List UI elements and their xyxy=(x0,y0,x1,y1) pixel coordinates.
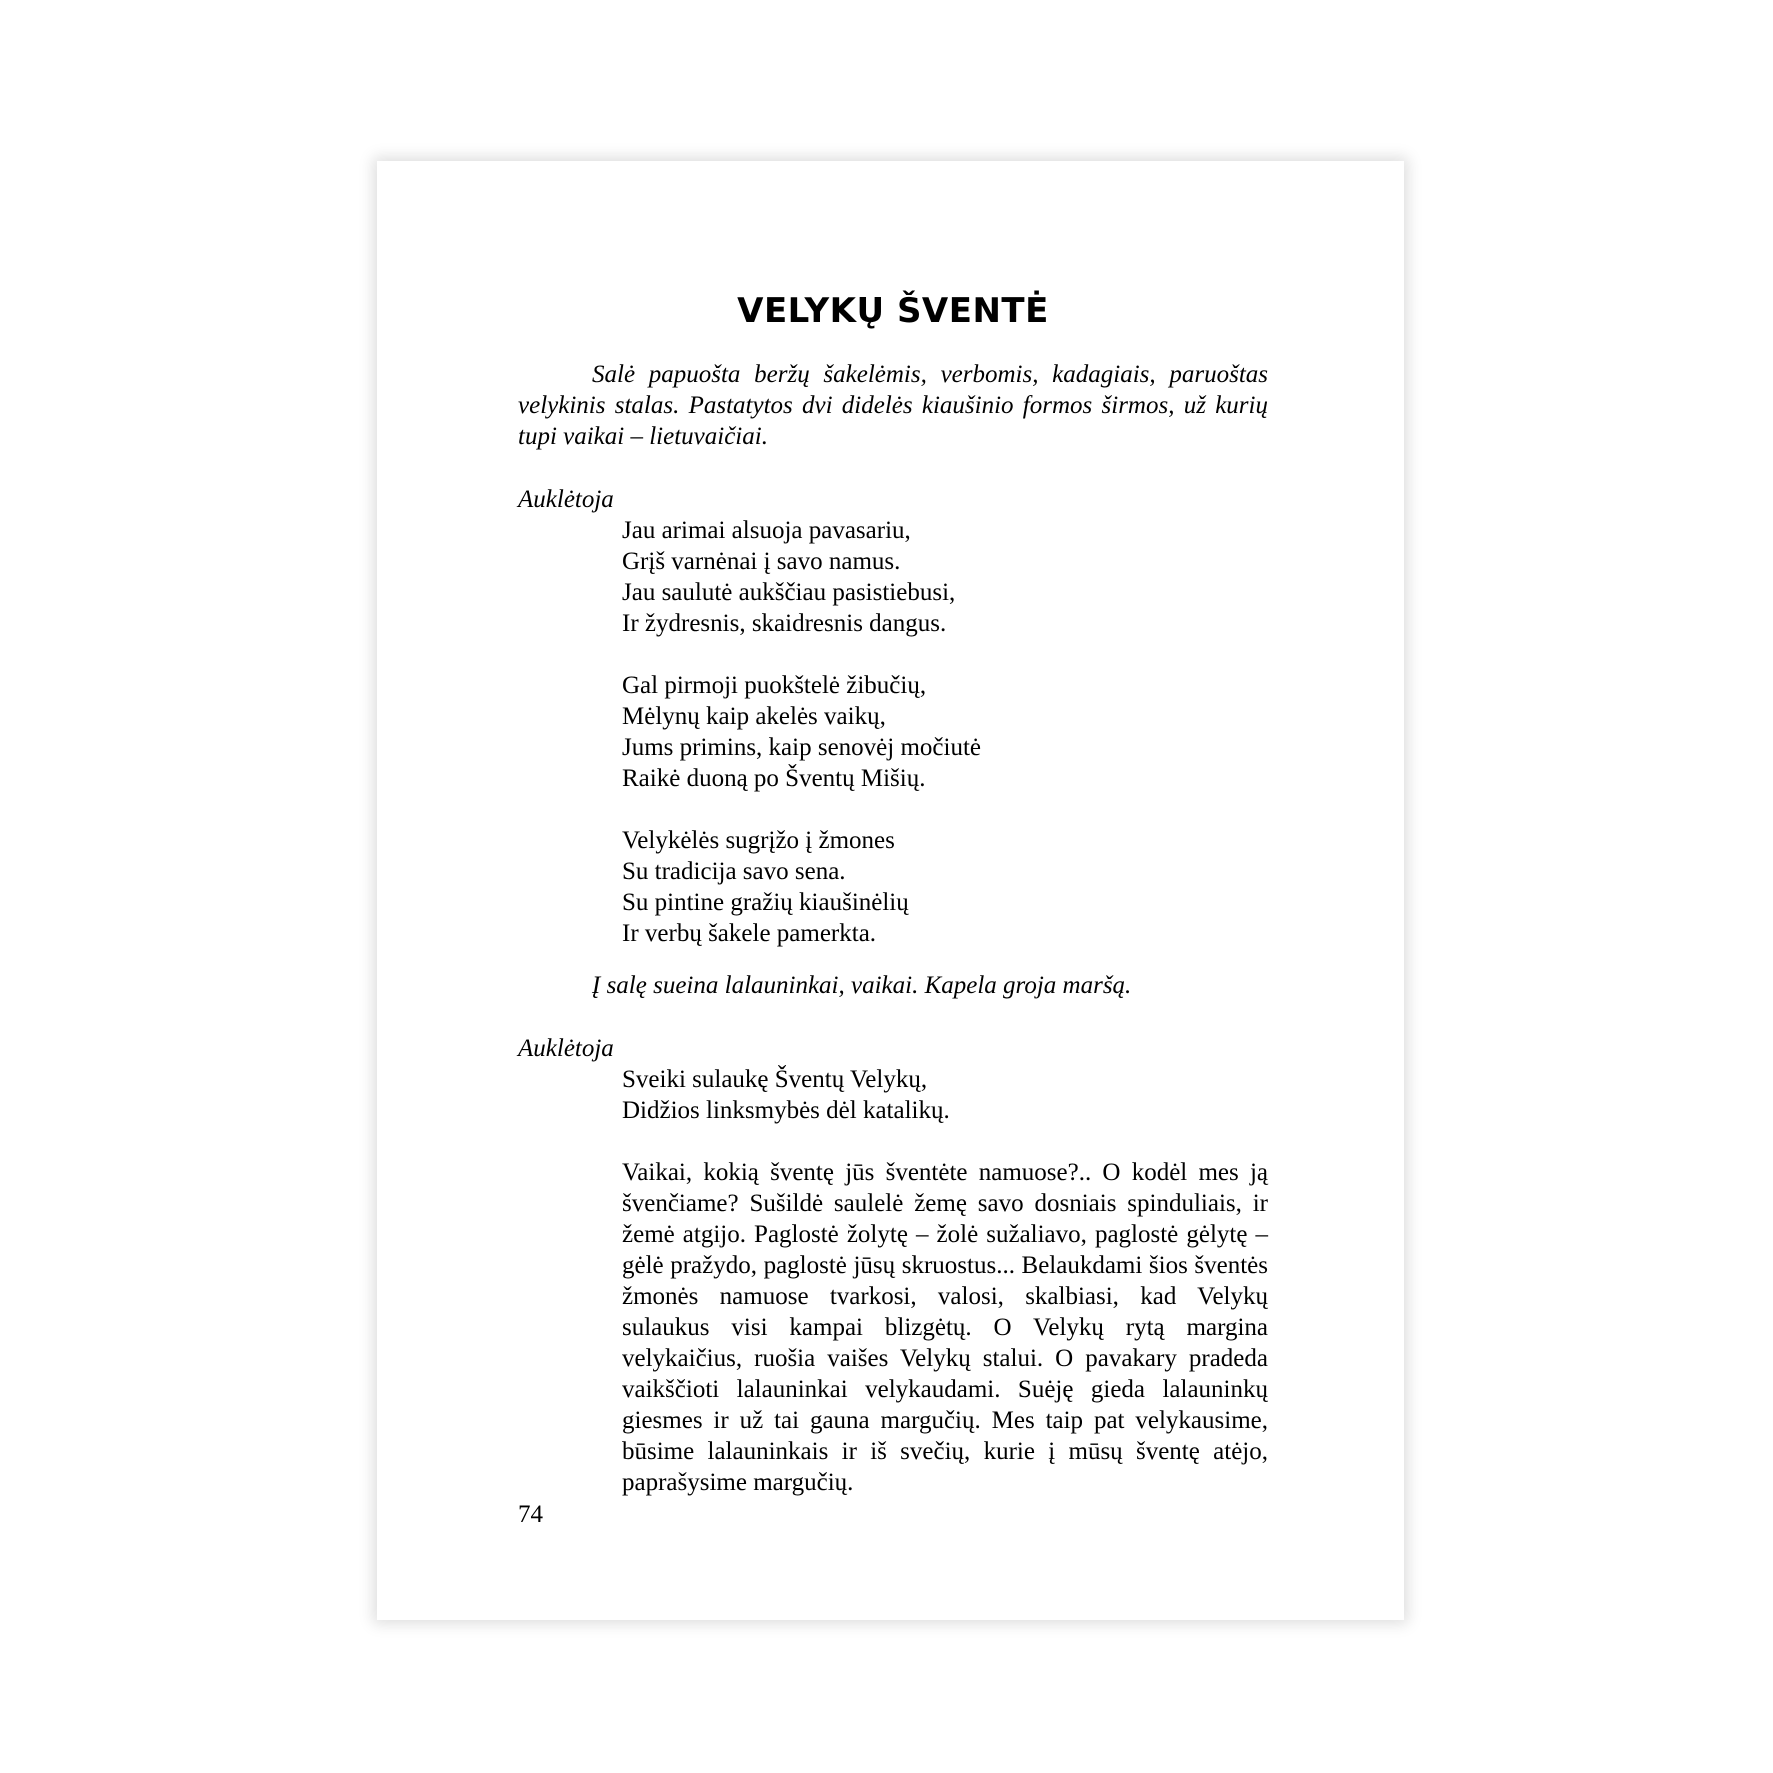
page-content xyxy=(518,289,1268,1498)
prose-paragraph: Vaikai, kokią šventę jūs šventėte namuose?.. O kodėl mes ją švenčiame? Sušildė saulelė žemę savo dosniais spinduliais, ir žemė atgijo. Paglostė žolytę – žolė sužaliavo, paglostė gėlytę – gėlė pražydo, paglostė jūsų skruostus... Belaukdami šios šventės žmonės namuose tvarkosi, valosi, skalbiasi, kad Velykų sulaukus visi kampai blizgėtų. O Velykų rytą margina velykaičius, ruošia vaišes Velykų stalui. O pavakary pradeda vaikščioti lalauninkai velykaudami. Suėję gieda lalauninkų giesmes ir už tai gauna margučių. Mes taip pat velykausime, būsime lalauninkais ir iš svečių, kurie į mūsų šventę atėjo, paprašysime margučių. xyxy=(622,1159,1268,1496)
poem-stanza xyxy=(622,670,1268,794)
poem-line: Su tradicija savo sena. xyxy=(622,858,846,885)
poem-line: Jums primins, kaip senovėj močiutė xyxy=(622,734,981,761)
poem-line: Ir žydresnis, skaidresnis dangus. xyxy=(622,610,947,637)
poem-line: Ir verbų šakele pamerkta. xyxy=(622,920,877,947)
poem-line: Jau saulutė aukščiau pasistiebusi, xyxy=(622,579,956,606)
poem-stanza xyxy=(622,1064,1268,1126)
poem-line: Su pintine gražių kiaušinėlių xyxy=(622,889,909,916)
poem-line: Grįš varnėnai į savo namus. xyxy=(622,548,901,575)
poem-line: Sveiki sulaukę Šventų Velykų, xyxy=(622,1066,928,1093)
page-number: 74 xyxy=(518,1501,543,1528)
poem-line: Velykėlės sugrįžo į žmones xyxy=(622,827,895,854)
stage-direction-intro: Salė papuošta beržų šakelėmis, verbomis, kadagiais, paruoštas velykinis stalas. Pastatytos dvi didelės kiaušinio formos širmos, už kurių tupi vaikai – lietuvaičiai. xyxy=(518,361,1268,450)
poem-line: Jau arimai alsuoja pavasariu, xyxy=(622,517,911,544)
poem-line: Didžios linksmybės dėl katalikų. xyxy=(622,1097,950,1124)
stage-direction: Į salę sueina lalauninkai, vaikai. Kapela groja maršą. xyxy=(592,972,1132,999)
poem-stanza xyxy=(622,515,1268,639)
poem-line: Gal pirmoji puokštelė žibučių, xyxy=(622,672,927,699)
book-page xyxy=(377,161,1404,1620)
speaker-label: Auklėtoja xyxy=(518,1035,614,1062)
page-title: VELYKŲ ŠVENTĖ xyxy=(737,291,1049,331)
poem-line: Mėlynų kaip akelės vaikų, xyxy=(622,703,886,730)
speaker-label: Auklėtoja xyxy=(518,486,614,513)
poem-line: Raikė duoną po Šventų Mišių. xyxy=(622,765,926,792)
poem-stanza xyxy=(622,825,1268,949)
